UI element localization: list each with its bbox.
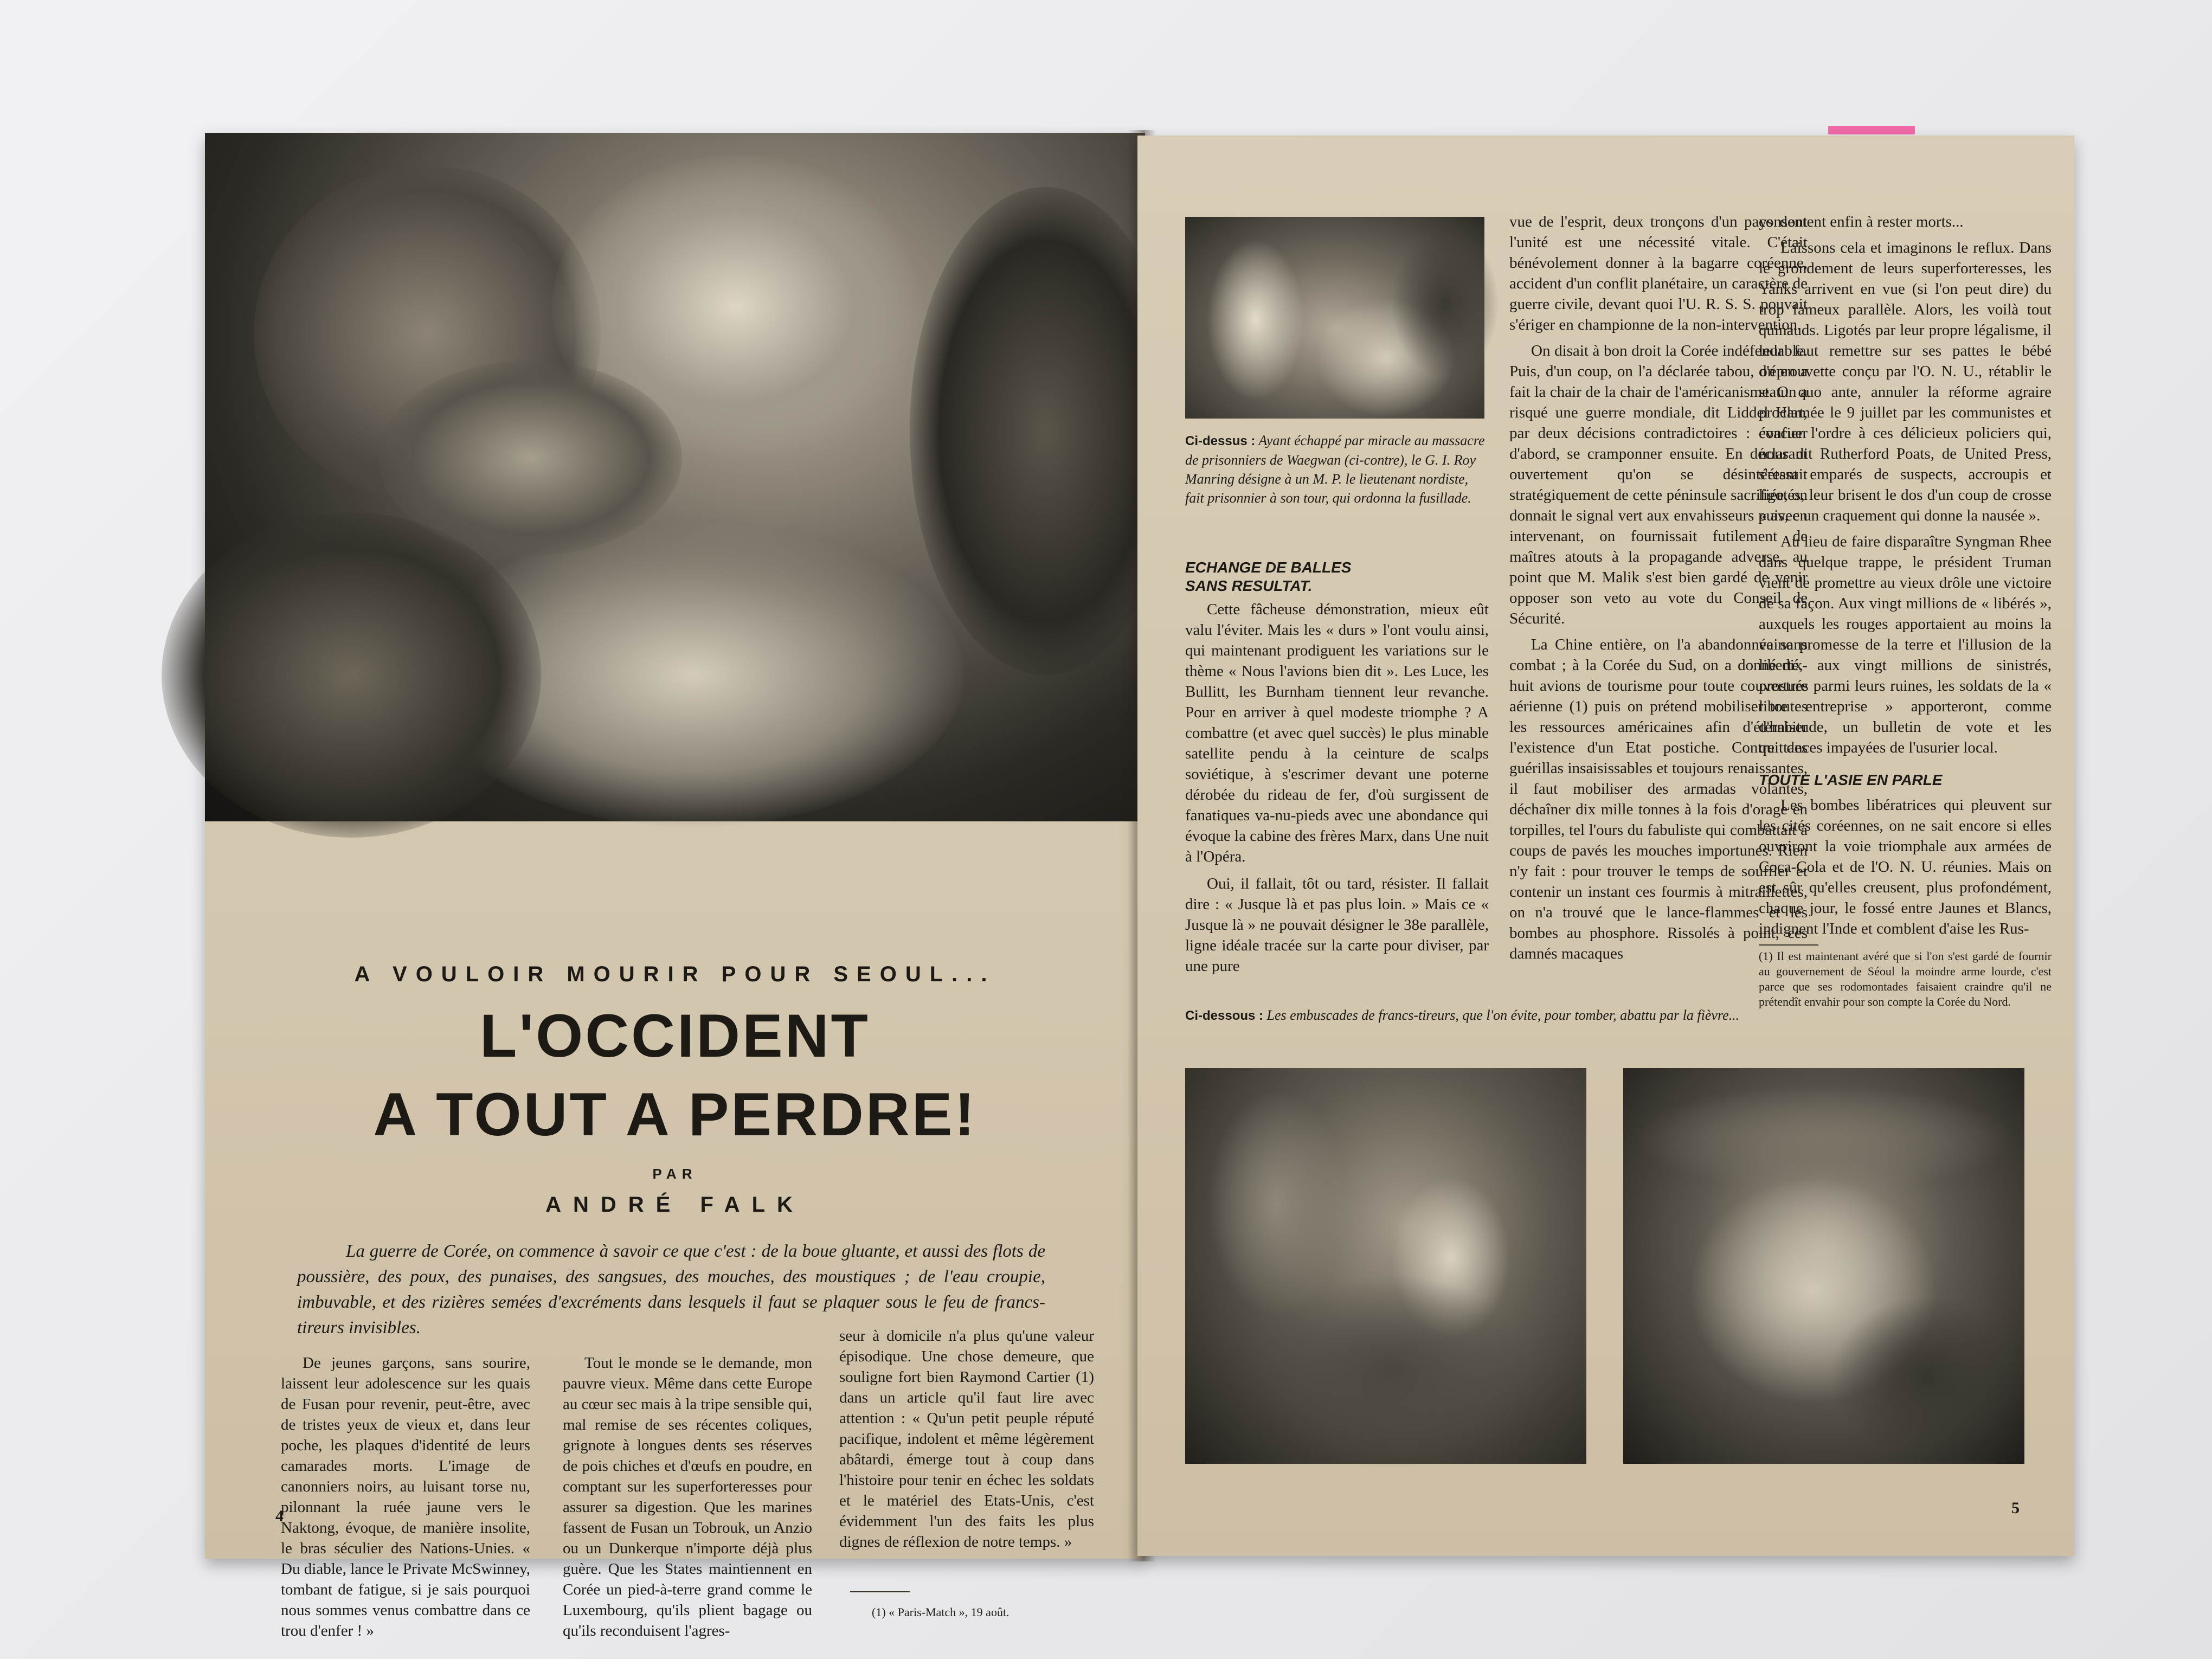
- caption-top-text: Ayant échappé par miracle au massacre de prisonniers de Waegwan (ci-contre), le G. I. Roy Manring désigne à un M. P. le lieutenant nordiste, fait prisonnier à son tour, qui ordonna la fusillade.: [1185, 433, 1485, 506]
- right-colC2-text: Laissons cela et imaginons le reflux. Dans le grondement de leurs superforteresses, les Yanks arrivent en vue (si l'on peut dire) du trop fameux parallèle. Alors, les voilà tout quinauds. Ligotés par leur propre légalisme, il leur faut remettre sur ses pattes le bébé d'éprouvette conçu par l'O. N. U., rétablir le statu quo ante, annuler la réforme agraire proclamée le 9 juillet par les communistes et confier l'ordre à ces délicieux policiers qui, nous dit Rutherford Poats, de United Press, s'étant emparés de suspects, accroupis et ligotés, leur brisent le dos d'un coup de crosse « avec un craquement qui donne la nausée ».: [1759, 239, 2052, 524]
- right-footnote-rule: [1759, 944, 1818, 946]
- left-column-1: [281, 1353, 530, 1641]
- left-col2-text: Tout le monde se le demande, mon pauvre vieux. Même dans cette Europe au cœur sec mais à la tripe sensible qui, mal remise de ses récentes coliques, grignote à longues dents ses réserves de pois chiches et d'œufs en poudre, en comptant sur les superforteresses pour assurer sa digestion. Que les marines fassent de Fusan un Tobrouk, un Anzio ou un Dunkerque n'importe déjà plus guère. Que les States maintiennent en Corée un pied-à-terre grand comme le Luxembourg, qu'ils plient bagage ou qu'ils reconduisent l'agres-: [563, 1354, 812, 1639]
- left-column-2: [563, 1353, 812, 1641]
- caption-top: [1185, 431, 1489, 507]
- headline-line-2: A TOUT A PERDRE!: [373, 1081, 977, 1148]
- lead-paragraph: La guerre de Corée, on commence à savoir ce que c'est : de la boue gluante, et aussi des flots de poussière, des poux, des punaises, des sangsues, des mouches, des moustiques ; de l'eau croupie, imbuvable, et des rizières semées d'excréments dans lesquels il faut se plaquer sous le feu de francs-tireurs invisibles.: [297, 1242, 1045, 1338]
- top-photo: [1185, 217, 1484, 419]
- left-footnote: (1) « Paris-Match », 19 août.: [872, 1605, 1009, 1619]
- caption-top-label: Ci-dessus :: [1185, 434, 1256, 448]
- pink-tab: [1828, 126, 1915, 134]
- right-colC4-text: Les bombes libératrices qui pleuvent sur les cités coréennes, on ne sait encore si elles ouvriront la voie triomphale aux armées de Coca-Cola et de l'O. N. U. réunies. Mais on est sûr qu'elles creusent, plus profondément, chaque jour, le fossé entre Jaunes et Blancs, indignent l'Inde et comblent d'aise les Rus-: [1759, 796, 2052, 937]
- page-number-right: 5: [2011, 1499, 2020, 1517]
- byline-author: ANDRÉ FALK: [545, 1193, 805, 1217]
- byline-par: PAR: [652, 1166, 698, 1182]
- right-colA2-text: Oui, il fallait, tôt ou tard, résister. Il fallait dire : « Jusque là et pas plus loin. » Mais ce « Jusque là » ne pouvait désigner le 38e parallèle, ligne idéale tracée sur la carte pour diviser, par une pure: [1185, 875, 1489, 975]
- right-column-a: [1185, 599, 1489, 976]
- headline-line-1: L'OCCIDENT: [480, 1002, 870, 1070]
- kicker: A VOULOIR MOURIR POUR SEOUL...: [354, 962, 996, 986]
- bottom-left-photo: [1185, 1068, 1586, 1464]
- left-page: [205, 133, 1145, 1639]
- right-column-c-block: [1759, 211, 2052, 1009]
- bottom-right-photo: [1623, 1068, 2024, 1464]
- subhead-asie: TOUTE L'ASIE EN PARLE: [1759, 771, 1943, 788]
- left-column-3: [839, 1326, 1094, 1552]
- right-footnote: (1) Il est maintenant avéré que si l'on s'est gardé de fournir au gouvernement de Séoul la moindre arme lourde, c'est parce que ses rodomontades faisaient craindre qu'il ne prétendît envahir pour son compte la Corée du Nord.: [1759, 949, 2052, 1008]
- right-colB3-text: La Chine entière, on l'a abandonnée sans combat ; à la Corée du Sud, on a donné dix-huit avions de tourisme pour toute couverture aérienne (1) puis on prétend mobiliser toutes les ressources américaines afin d'éterniser l'existence d'un Etat postiche. Contre des guérillas insaisissables et toujours renaissantes, il faut mobiliser des armadas volantes, déchaîner dix mille tonnes à la fois d'orage en torpilles, tel l'ours du fabuliste qui combattait à coups de pavés les mouches importunes. Rien n'y fait : pour trouver le temps de souffler et contenir un instant ces fourmis à mitraillettes, on n'a trouvé que le lance-flammes et les bombes au phosphore. Rissolés à point, ces damnés macaques: [1509, 636, 1808, 962]
- caption-bottom: [1185, 1006, 1792, 1025]
- left-col1-text: De jeunes garçons, sans sourire, laissent leur adolescence sur les quais de Fusan pour revenir, peut-être, avec de tristes yeux de vieux et, dans leur poche, les plaques d'identité de leurs camarades morts. L'image de canonniers noirs, au luisant torse nu, pilonnant la ruée jaune vers le Naktong, évoque, de manière insolite, le bras séculier des Nations-Unies. « Du diable, lance le Private McSwinney, tombant de fatigue, si je sais pourquoi nous sommes venus combattre dans ce trou d'enfer ! »: [281, 1354, 530, 1639]
- page-number-left: 4: [275, 1507, 284, 1525]
- left-col3-text: seur à domicile n'a plus qu'une valeur épisodique. Une chose demeure, que souligne fort bien Raymond Cartier (1) dans un article qu'il faut lire avec attention : « Qu'un petit peuple réputé pacifique, indolent et même légèrement abâtardi, émerge tout à coup dans l'histoire pour tenir en échec les soldats et le matériel des Etats-Unis, c'est évidemment l'un des faits les plus dignes de réflexion de notre temps. »: [839, 1327, 1094, 1551]
- subhead-echange-line-2: SANS RESULTAT.: [1185, 577, 1313, 594]
- caption-bottom-text: Les embuscades de francs-tireurs, que l'on évite, pour tomber, abattu par la fièvre...: [1266, 1007, 1740, 1023]
- right-colC-text: consentent enfin à rester morts...: [1759, 213, 1964, 230]
- right-colB2-text: On disait à bon droit la Corée indéfendable. Puis, d'un coup, on l'a déclarée tabou, on en a fait la chair de la chair de l'américanisme. On a risqué une guerre mondiale, dit Liddel Hart, par deux décisions contradictoires : évacuer d'abord, se cramponner ensuite. En déclarant ouvertement qu'on se désintéressait stratégiquement de cette péninsule sacrifiée, on donnait le signal vert aux envahisseurs puis, en intervenant, on fournissait futilement de maîtres atouts à la propagande adverse, au point que M. Malik s'est bien gardé de venir opposer son veto au vote du Conseil de Sécurité.: [1509, 342, 1808, 627]
- right-colB-text: vue de l'esprit, deux tronçons d'un pays dont l'unité est une nécessité vitale. C'était bénévolement donner à la bagarre coréenne, accident d'un conflit planétaire, un caractère de guerre civile, devant quoi l'U. R. S. S. pouvait s'ériger en championne de la non-intervention.: [1509, 213, 1808, 333]
- right-page: [1137, 136, 2074, 1556]
- subhead-echange: [1185, 558, 1489, 595]
- main-photo: [205, 133, 1145, 821]
- right-colA-text: Cette fâcheuse démonstration, mieux eût valu l'éviter. Mais les « durs » l'ont voulu ainsi, qui maintenant prodiguent les variations sur le thème « Nous l'avions bien dit ». Les Luce, les Bullitt, les Burnham tiennent leur revanche. Pour en arriver à quel modeste triomphe ? A combattre (et avec quel succès) le plus minable satellite pendu à la ceinture de scalps soviétique, à s'escrimer devant une poterne dérobée du rideau de fer, d'où surgissent de fanatiques va-nu-pieds avec une abondance qui évoque la cabine des frères Marx, dans Une nuit à l'Opéra.: [1185, 601, 1489, 865]
- caption-bottom-label: Ci-dessous :: [1185, 1008, 1264, 1023]
- left-footnote-rule: [850, 1591, 910, 1592]
- subhead-echange-line-1: ECHANGE DE BALLES: [1185, 559, 1352, 576]
- right-colC3-text: Au lieu de faire disparaître Syngman Rhee dans quelque trappe, le président Truman vient de promettre au vieux drôle une victoire de sa façon. Aux vingt millions de « libérés », auxquels les rouges apportaient au moins la vaine promesse de la terre et l'illusion de la liberté, aux vingt millions de sinistrés, prostrés parmi leurs ruines, les soldats de la « libre entreprise » apporteront, comme d'habitude, un bulletin de vote et les quittances impayées de l'usurier local.: [1759, 533, 2052, 756]
